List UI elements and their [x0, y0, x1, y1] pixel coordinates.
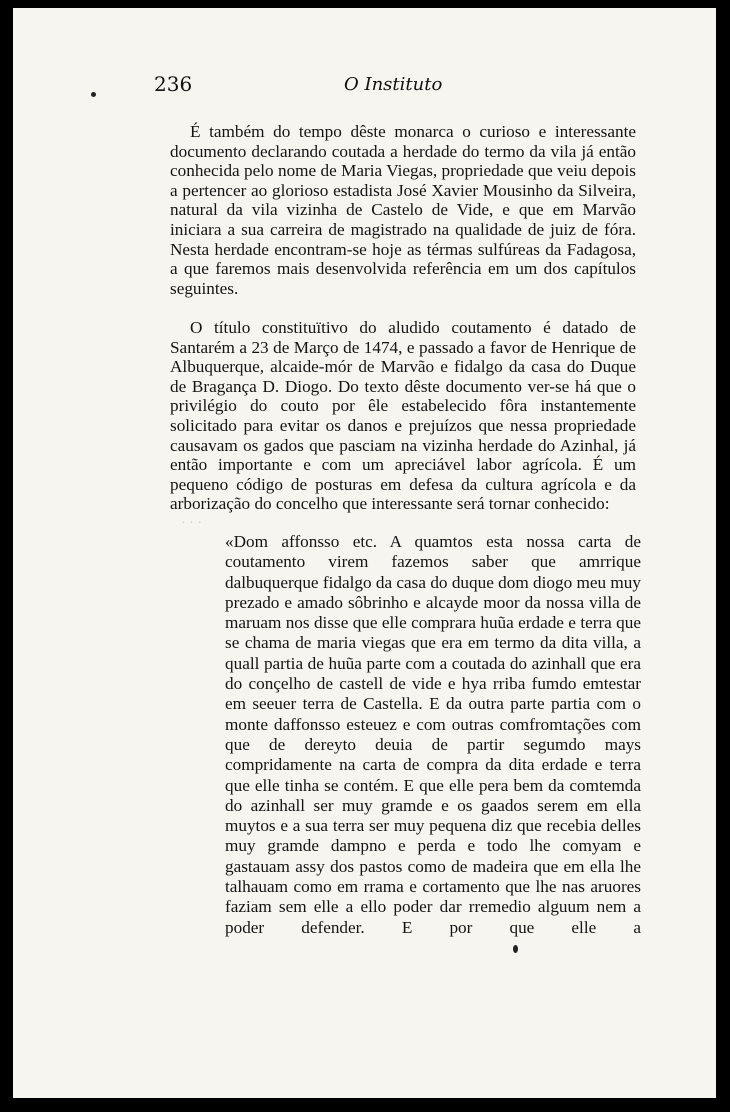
- page-header: [154, 72, 614, 100]
- body-paragraph-1: [170, 122, 636, 298]
- page-number: 236: [154, 72, 193, 96]
- bleed-through-mark: · · ·: [181, 516, 202, 531]
- running-title: O Instituto: [344, 74, 443, 95]
- quoted-charter-text: «Dom affonsso etc. A quamtos esta nossa carta de coutamento virem fazemos saber que amrrique dalbuquerque fidalgo da casa do duque dom diogo meu muy prezado e amado sôbrinho e alcayde moor da nossa villa de maruam nos disse que elle comprara huũa erdade e terra que se chama de maria viegas que era em termo da dita villa, a quall partia de huũa parte com a coutada do azinhall que era do conçelho de castell de vide e hya rriba fumdo emtestar em seeuer terra de Castella. E da outra parte partia com o monte daffonsso esteuez e com outras comfromtações com que de dereyto deuia de partir segumdo mays compridamente na carta de compra da dita erdade e terra que elle tinha se contém. E que elle pera bem da comtemda do azinhall ser muy gramde e os gaados serem em ella muytos e a sua terra ser muy pequena diz que recebia delles muy gramde dampno e perda e todo lhe comyam e gastauam assy dos pastos como de madeira que em ella lhe talhauam como em rrama e cortamento que lhe nas aruores faziam sem elle a ello poder dar rremedio alguum nem a poder defender. E por que elle a: [225, 532, 641, 937]
- paragraph-text: O título constituïtivo do aludido coutamento é datado de Santarém a 23 de Março de 1474, e passado a favor de Henrique de Albuquerque, alcaide-mór de Marvão e fidalgo da casa do Duque de Bragança D. Diogo. Do texto dêste documento ver-se há que o privilégio do couto por êle estabelecido fôra instantemente solicitado para evitar os danos e prejuízos que nessa propriedade causavam os gados que pasciam na vizinha herdade do Azinhal, já então importante e com um apreciável labor agrícola. É um pequeno código de posturas em defesa da cultura agrícola e da arborização do concelho que interessante será tornar conhecido:: [170, 318, 636, 514]
- document-page: [13, 8, 716, 1098]
- paragraph-text: É também do tempo dêste monarca o curioso e interessante documento declarando coutada a herdade do termo da vila já então conhecida pelo nome de Maria Viegas, propriedade que veiu depois a pertencer ao glorioso estadista José Xavier Mousinho da Silveira, natural da vila vizinha de Castelo de Vide, e que em Marvão iniciara a sua carreira de magistrado na qualidade de juiz de fóra. Nesta herdade encontram-se hoje as térmas sulfúreas da Fadagosa, a que faremos mais desenvolvida referência em um dos capítulos seguintes.: [170, 122, 636, 298]
- ink-speck: [91, 92, 96, 97]
- ink-speck: [513, 945, 518, 953]
- body-paragraph-2: [170, 318, 636, 514]
